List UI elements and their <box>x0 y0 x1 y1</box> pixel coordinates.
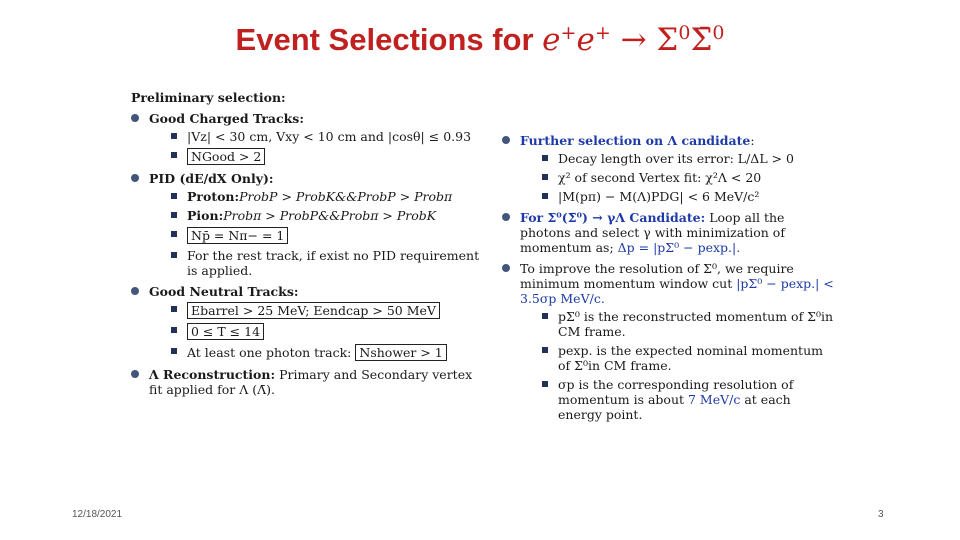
bullet-icon <box>502 264 510 272</box>
title-s1: 0 <box>678 22 691 44</box>
charged-tracks-heading: Good Charged Tracks: <box>149 111 304 126</box>
square-bullet-icon <box>171 252 177 258</box>
pid-item-1-label: Proton: <box>187 189 240 204</box>
square-bullet-icon <box>542 381 548 387</box>
footer-date: 12/18/2021 <box>72 509 123 520</box>
pid-item-1-text: ProbP > ProbK&&ProbP > Probπ <box>239 189 453 204</box>
title-e2: e <box>576 22 595 58</box>
right-column <box>502 133 837 428</box>
charged-item-1: |Vz| < 30 cm, Vxy < 10 cm and |cosθ| ≤ 0.93 <box>187 129 472 144</box>
resolution-text: To improve the resolution of Σ⁰, we require minimum momentum window cut <box>520 261 794 291</box>
square-bullet-icon <box>171 152 177 158</box>
list-item <box>149 129 481 144</box>
pid-item-3: Np̄ = Nπ− = 1 <box>187 227 288 244</box>
pid-item-2-label: Pion: <box>187 208 224 223</box>
list-item <box>149 227 481 244</box>
list-item <box>520 189 837 204</box>
sigma-candidate-text: Loop all the photons and select γ with minimization of momentum as; <box>520 210 785 255</box>
title-math <box>542 22 724 58</box>
sigma-candidate-section <box>502 210 837 255</box>
title-p1: + <box>560 22 577 44</box>
sigma-candidate-heading: For Σ⁰(Σ̄⁰) → γΛ Candidate: <box>520 210 706 225</box>
further-item-3: |M(pπ) − M(Λ)PDG| < 6 MeV/c² <box>558 189 760 204</box>
square-bullet-icon <box>542 347 548 353</box>
pid-section <box>131 171 481 278</box>
further-item-2: χ² of second Vertex fit: χ²Λ < 20 <box>558 170 762 185</box>
preliminary-heading: Preliminary selection: <box>131 90 286 105</box>
charged-tracks-section <box>131 111 481 165</box>
sigma-candidate-formula: Δp = |pΣ⁰ − pexp.|. <box>617 240 741 255</box>
bullet-icon <box>131 287 139 295</box>
resolution-item-3-pre: σp is the corresponding resolution of momentum is about <box>558 377 794 407</box>
list-item <box>149 323 481 340</box>
square-bullet-icon <box>171 133 177 139</box>
lambda-section <box>131 367 481 397</box>
neutral-item-3-text: At least one photon track: <box>187 345 352 360</box>
square-bullet-icon <box>171 306 177 312</box>
square-bullet-icon <box>171 231 177 237</box>
slide-title <box>0 22 960 58</box>
further-selection-section <box>502 133 837 204</box>
pid-heading: PID (dE/dX Only): <box>149 171 274 186</box>
pid-item-4: For the rest track, if exist no PID requirement is applied. <box>187 248 480 278</box>
title-sigma2: Σ̄ <box>690 22 713 58</box>
square-bullet-icon <box>171 212 177 218</box>
square-bullet-icon <box>542 155 548 161</box>
square-bullet-icon <box>542 313 548 319</box>
list-item <box>149 344 481 361</box>
title-sigma1: Σ <box>656 22 679 58</box>
square-bullet-icon <box>171 327 177 333</box>
further-item-1: Decay length over its error: L/ΔL > 0 <box>558 151 794 166</box>
neutral-tracks-section <box>131 284 481 361</box>
page-number: 3 <box>878 509 884 520</box>
list-item <box>520 151 837 166</box>
square-bullet-icon <box>542 174 548 180</box>
pid-item-2-text: Probπ > ProbP&&Probπ > ProbK <box>223 208 437 223</box>
bullet-icon <box>502 213 510 221</box>
left-column <box>131 90 481 403</box>
list-item <box>149 189 481 204</box>
title-s2: 0 <box>712 22 725 44</box>
square-bullet-icon <box>171 348 177 354</box>
list-item <box>520 377 837 422</box>
list-item <box>149 148 481 165</box>
resolution-item-3-post: at each energy point. <box>558 392 791 422</box>
list-item <box>520 170 837 185</box>
list-item <box>149 248 481 278</box>
list-item <box>149 302 481 319</box>
lambda-heading: Λ Reconstruction: <box>149 367 276 382</box>
charged-item-2: NGood > 2 <box>187 148 265 165</box>
list-item <box>520 343 837 373</box>
resolution-item-2: pexp. is the expected nominal momentum of Σ⁰in CM frame. <box>558 343 823 373</box>
bullet-icon <box>131 174 139 182</box>
title-e1: e <box>542 22 561 58</box>
title-arrow: → <box>610 22 657 58</box>
resolution-formula: |pΣ⁰ − pexp.| < 3.5σp MeV/c. <box>520 276 834 306</box>
title-prefix: Event Selections for <box>235 22 543 57</box>
bullet-icon <box>502 136 510 144</box>
bullet-icon <box>131 114 139 122</box>
bullet-icon <box>131 370 139 378</box>
further-selection-heading: Further selection on Λ candidate <box>520 133 751 148</box>
square-bullet-icon <box>171 193 177 199</box>
list-item <box>149 208 481 223</box>
lambda-text: Primary and Secondary vertex fit applied for Λ (Λ̄). <box>149 367 473 397</box>
title-p2: + <box>594 22 611 44</box>
neutral-item-3-box: Nshower > 1 <box>355 344 446 361</box>
resolution-item-3-value: 7 MeV/c <box>688 392 741 407</box>
further-selection-colon: : <box>750 133 755 148</box>
list-item <box>520 309 837 339</box>
neutral-item-1: Ebarrel > 25 MeV; Eendcap > 50 MeV <box>187 302 440 319</box>
resolution-item-1: pΣ⁰ is the reconstructed momentum of Σ⁰in CM frame. <box>558 309 834 339</box>
resolution-section <box>502 261 837 422</box>
neutral-tracks-heading: Good Neutral Tracks: <box>149 284 299 299</box>
neutral-item-2: 0 ≤ T ≤ 14 <box>187 323 264 340</box>
square-bullet-icon <box>542 193 548 199</box>
